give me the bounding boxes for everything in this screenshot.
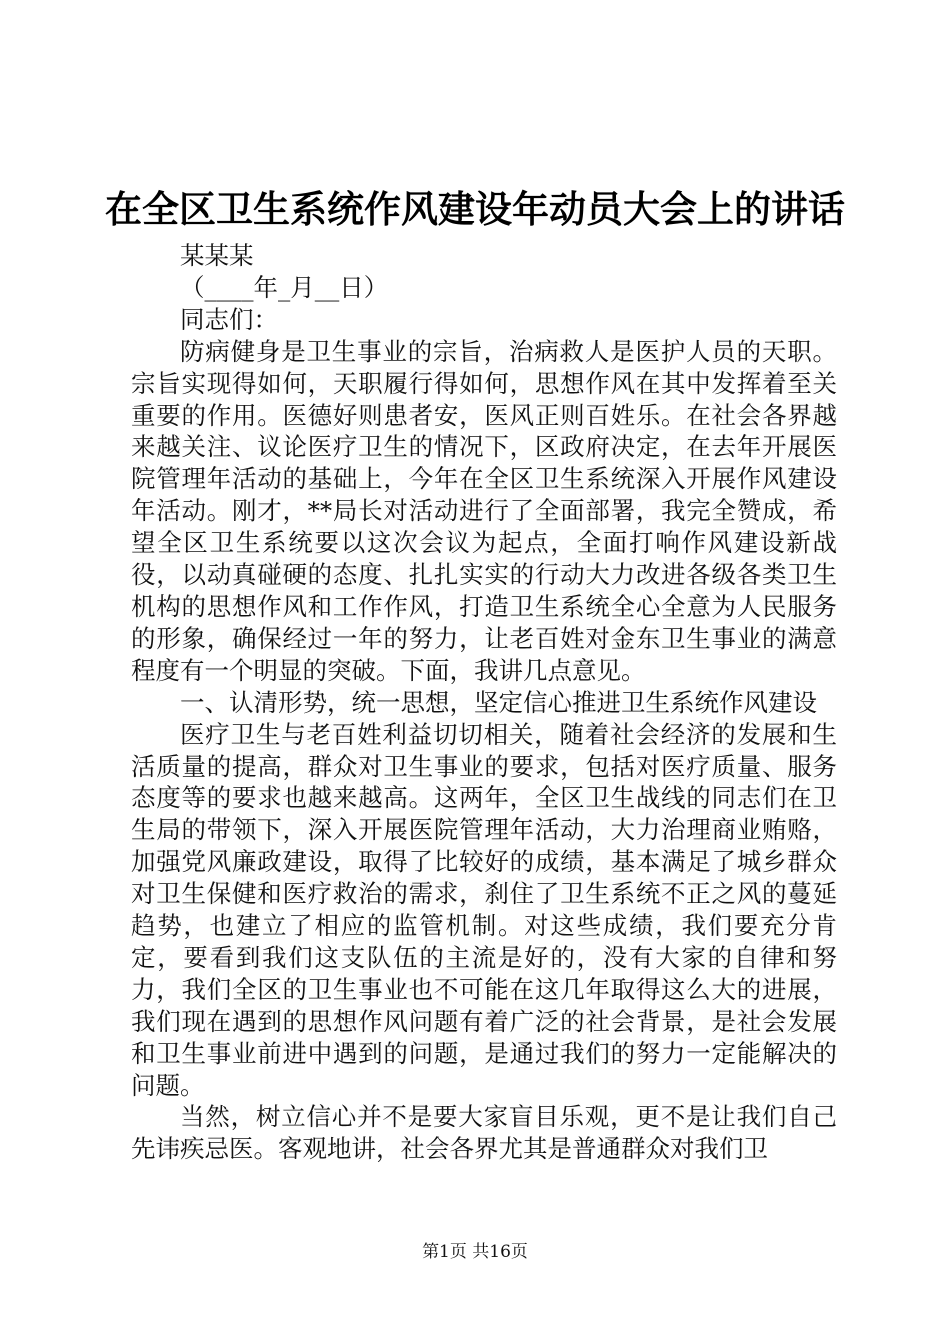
paragraph: 防病健身是卫生事业的宗旨，治病救人是医护人员的天职。宗旨实现得如何，天职履行得如何，思想作风在其中发挥着至关重要的作用。医德好则患者安，医风正则百姓乐。在社会各界越来越关注、议论医疗卫生的情况下，区政府决定，在去年开展医院管理年活动的基础上，今年在全区卫生系统深入开展作风建设年活动。刚才，**局长对活动进行了全面部署，我完全赞成，希望全区卫生系统要以这次会议为起点，全面打响作风建设新战役，以动真碰硬的态度、扎扎实实的行动大力改进各级各类卫生机构的思想作风和工作作风，打造卫生系统全心全意为人民服务的形象，确保经过一年的努力，让老百姓对金东卫生事业的满意程度有一个明显的突破。下面，我讲几点意见。 (131, 336, 837, 685)
paragraph: 当然，树立信心并不是要大家盲目乐观，更不是让我们自己先讳疾忌医。客观地讲，社会各界尤其是普通群众对我们卫 (131, 1102, 837, 1164)
author-line: 某某某 (180, 241, 254, 270)
salutation: 同志们： (180, 304, 278, 334)
paragraph: 医疗卫生与老百姓利益切切相关，随着社会经济的发展和生活质量的提高，群众对卫生事业的要求，包括对医疗质量、服务态度等的要求也越来越高。这两年，全区卫生战线的同志们在卫生局的带领下，深入开展医院管理年活动，大力治理商业贿赂，加强党风廉政建设，取得了比较好的成绩，基本满足了城乡群众对卫生保健和医疗救治的需求，刹住了卫生系统不正之风的蔓延趋势，也建立了相应的监管机制。对这些成绩，我们要充分肯定，要看到我们这支队伍的主流是好的，没有大家的自律和努力，我们全区的卫生事业也不可能在这几年取得这么大的进展，我们现在遇到的思想作风问题有着广泛的社会背景，是社会发展和卫生事业前进中遇到的问题，是通过我们的努力一定能解决的问题。 (131, 719, 837, 1100)
section-heading: 一、认清形势，统一思想，坚定信心推进卫生系统作风建设 (180, 687, 817, 717)
document-title: 在全区卫生系统作风建设年动员大会上的讲话 (105, 187, 845, 231)
page-footer: 第1页 共16页 (422, 1242, 528, 1262)
date-line: （____年_月__日） (180, 272, 389, 302)
document-body (131, 240, 837, 1165)
